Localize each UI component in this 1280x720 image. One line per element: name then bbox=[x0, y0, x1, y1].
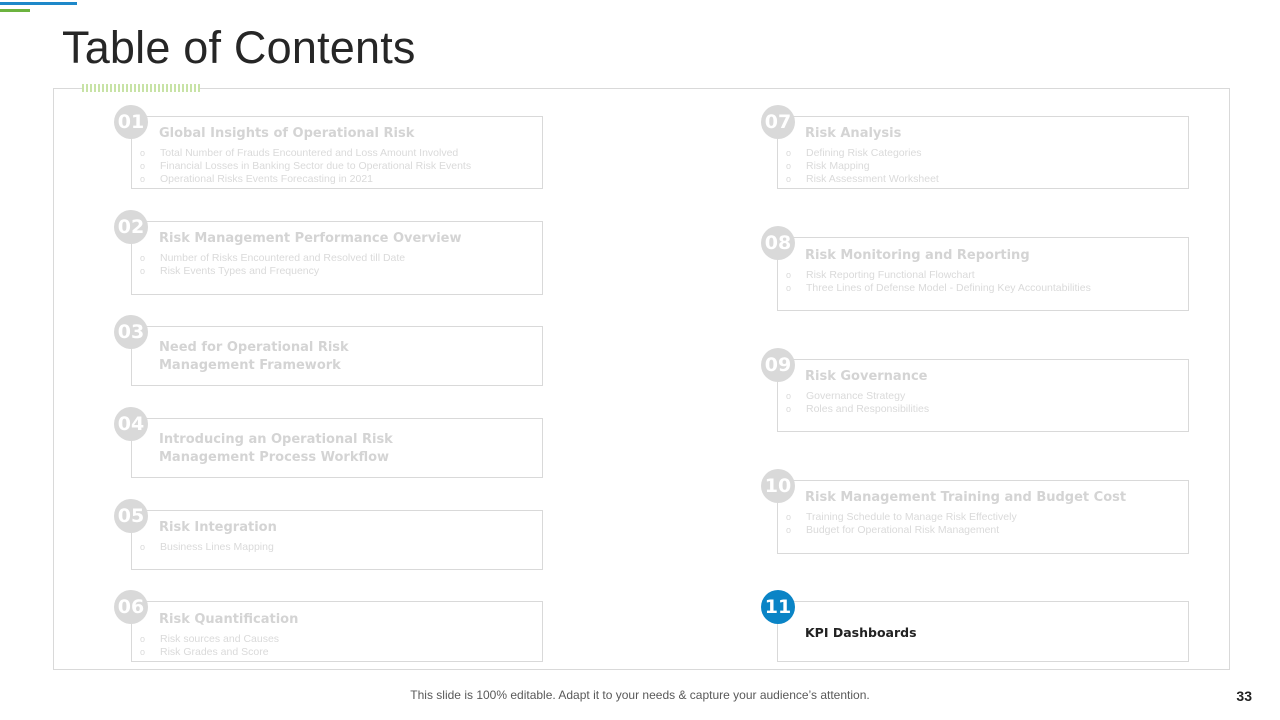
toc-bullet-text: Roles and Responsibilities bbox=[806, 403, 930, 415]
page-title: Table of Contents bbox=[62, 22, 416, 73]
toc-bullet-text: Three Lines of Defense Model - Defining Key Accountabilities bbox=[806, 282, 1091, 294]
toc-bullet-text: Risk Assessment Worksheet bbox=[806, 173, 939, 185]
toc-item-bullets bbox=[140, 541, 274, 554]
toc-bullet bbox=[786, 511, 1017, 524]
toc-bullet bbox=[786, 269, 1091, 282]
number-badge-08: 08 bbox=[761, 226, 795, 260]
footer-note: This slide is 100% editable. Adapt it to your needs & capture your audience’s attention. bbox=[410, 688, 870, 702]
toc-bullet bbox=[140, 633, 279, 646]
bullet-marker: o bbox=[786, 525, 792, 535]
number-badge-06: 06 bbox=[114, 590, 148, 624]
toc-bullet bbox=[140, 646, 279, 659]
toc-item-bullets bbox=[786, 147, 939, 186]
bullet-marker: o bbox=[140, 161, 146, 171]
number-badge-03: 03 bbox=[114, 315, 148, 349]
toc-item-bullets bbox=[786, 269, 1091, 295]
toc-item-07[interactable] bbox=[777, 116, 1189, 189]
toc-bullet bbox=[140, 147, 471, 160]
toc-bullet-text: Total Number of Frauds Encountered and Loss Amount Involved bbox=[160, 147, 459, 159]
toc-bullet bbox=[786, 403, 929, 416]
number-badge-07: 07 bbox=[761, 105, 795, 139]
toc-bullet-text: Financial Losses in Banking Sector due to Operational Risk Events bbox=[160, 160, 472, 172]
toc-item-04[interactable] bbox=[131, 418, 543, 478]
toc-item-09[interactable] bbox=[777, 359, 1189, 432]
toc-bullet-text: Budget for Operational Risk Management bbox=[806, 524, 1000, 536]
bullet-marker: o bbox=[786, 404, 792, 414]
toc-item-heading: Risk Monitoring and Reporting bbox=[805, 248, 1030, 263]
bullet-marker: o bbox=[786, 174, 792, 184]
number-badge-04: 04 bbox=[114, 407, 148, 441]
number-badge-10: 10 bbox=[761, 469, 795, 503]
bullet-marker: o bbox=[140, 253, 146, 263]
bullet-marker: o bbox=[786, 161, 792, 171]
number-badge-09: 09 bbox=[761, 348, 795, 382]
toc-bullet bbox=[140, 541, 274, 554]
toc-bullet bbox=[786, 173, 939, 186]
bullet-marker: o bbox=[786, 270, 792, 280]
page-number: 33 bbox=[1236, 688, 1252, 704]
toc-item-06[interactable] bbox=[131, 601, 543, 662]
bullet-marker: o bbox=[140, 634, 146, 644]
bullet-marker: o bbox=[140, 266, 146, 276]
toc-bullet-text: Training Schedule to Manage Risk Effectively bbox=[806, 511, 1017, 523]
bullet-marker: o bbox=[786, 283, 792, 293]
accent-bar-blue bbox=[0, 2, 77, 5]
toc-bullet-text: Risk Grades and Score bbox=[160, 646, 269, 658]
toc-item-heading: Risk Integration bbox=[159, 520, 277, 535]
toc-bullet bbox=[786, 282, 1091, 295]
toc-bullet bbox=[786, 524, 1017, 537]
toc-item-11[interactable] bbox=[777, 601, 1189, 662]
frame-decoration bbox=[82, 84, 200, 92]
toc-item-bullets bbox=[140, 633, 279, 659]
toc-bullet-text: Risk Events Types and Frequency bbox=[160, 265, 320, 277]
toc-item-10[interactable] bbox=[777, 480, 1189, 554]
toc-item-heading: KPI Dashboards bbox=[805, 625, 917, 640]
toc-bullet-text: Governance Strategy bbox=[806, 390, 906, 402]
toc-item-01[interactable] bbox=[131, 116, 543, 189]
bullet-marker: o bbox=[140, 174, 146, 184]
toc-bullet bbox=[786, 147, 939, 160]
toc-bullet-text: Business Lines Mapping bbox=[160, 541, 274, 553]
bullet-marker: o bbox=[140, 148, 146, 158]
toc-item-heading: Risk Governance bbox=[805, 369, 928, 384]
toc-item-bullets bbox=[140, 252, 405, 278]
number-badge-05: 05 bbox=[114, 499, 148, 533]
toc-bullet-text: Number of Risks Encountered and Resolved till Date bbox=[160, 252, 406, 264]
toc-item-bullets bbox=[786, 511, 1017, 537]
toc-bullet-text: Risk Mapping bbox=[806, 160, 870, 172]
number-badge-02: 02 bbox=[114, 210, 148, 244]
toc-item-heading: Risk Quantification bbox=[159, 612, 299, 627]
toc-item-heading: Risk Analysis bbox=[805, 126, 902, 141]
toc-item-05[interactable] bbox=[131, 510, 543, 570]
toc-bullet-text: Defining Risk Categories bbox=[806, 147, 922, 159]
toc-bullet bbox=[786, 390, 929, 403]
toc-item-08[interactable] bbox=[777, 237, 1189, 311]
toc-bullet bbox=[140, 173, 471, 186]
toc-item-heading: Risk Management Performance Overview bbox=[159, 231, 462, 246]
toc-bullet-text: Risk Reporting Functional Flowchart bbox=[806, 269, 975, 281]
toc-item-heading: Risk Management Training and Budget Cost bbox=[805, 490, 1127, 505]
toc-item-heading: Need for Operational Risk Management Framework bbox=[159, 340, 349, 373]
bullet-marker: o bbox=[786, 512, 792, 522]
toc-bullet bbox=[140, 265, 405, 278]
number-badge-01: 01 bbox=[114, 105, 148, 139]
toc-item-heading: Global Insights of Operational Risk bbox=[159, 126, 415, 141]
accent-bar-green bbox=[0, 9, 30, 12]
toc-bullet bbox=[786, 160, 939, 173]
toc-bullet-text: Operational Risks Events Forecasting in 2021 bbox=[160, 173, 374, 185]
toc-bullet-text: Risk sources and Causes bbox=[160, 633, 280, 645]
toc-bullet bbox=[140, 252, 405, 265]
toc-bullet bbox=[140, 160, 471, 173]
bullet-marker: o bbox=[140, 647, 146, 657]
toc-item-heading: Introducing an Operational Risk Management Process Workflow bbox=[159, 432, 393, 465]
toc-item-bullets bbox=[786, 390, 929, 416]
bullet-marker: o bbox=[786, 391, 792, 401]
bullet-marker: o bbox=[140, 542, 146, 552]
bullet-marker: o bbox=[786, 148, 792, 158]
toc-item-bullets bbox=[140, 147, 471, 186]
toc-item-03[interactable] bbox=[131, 326, 543, 386]
number-badge-11: 11 bbox=[761, 590, 795, 624]
toc-item-02[interactable] bbox=[131, 221, 543, 295]
